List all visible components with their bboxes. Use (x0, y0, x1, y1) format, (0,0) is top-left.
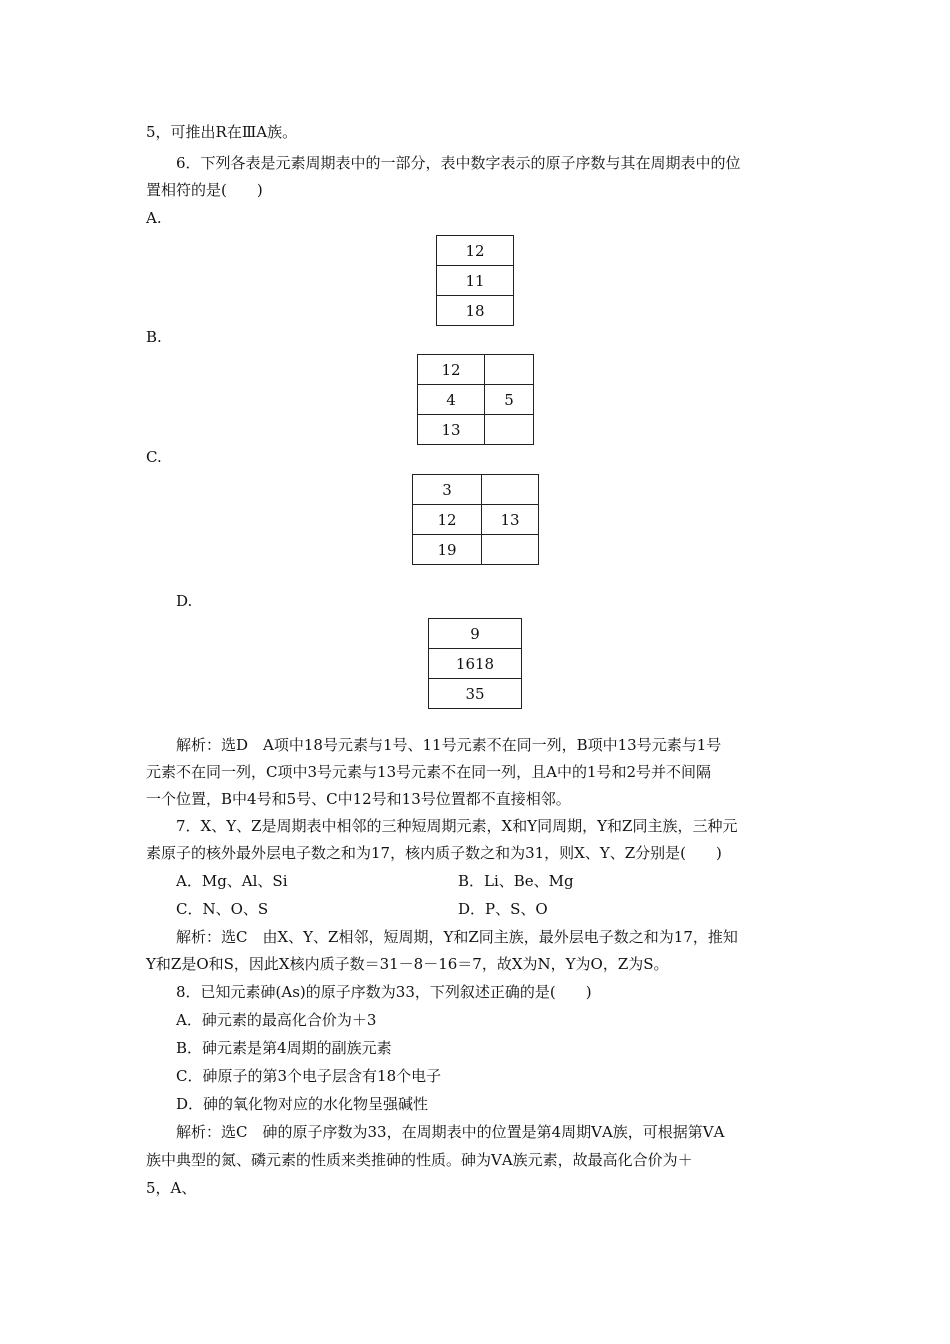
cell: 18 (437, 296, 514, 326)
cell: 9 (429, 619, 522, 649)
q8-analysis-line-1: 解析：选C 砷的原子序数为33，在周期表中的位置是第4周期ⅤA族，可根据第ⅤA (176, 1123, 725, 1141)
q6-option-a-label: A. (146, 209, 162, 227)
q7-option-a: A．Mg、Al、Si (176, 872, 288, 890)
q7-stem-line-2: 素原子的核外最外层电子数之和为17，核内质子数之和为31，则X、Y、Z分别是( ) (146, 844, 722, 862)
q7-option-b: B．Li、Be、Mg (458, 872, 574, 890)
cell: 11 (437, 266, 514, 296)
q6-analysis-line-3: 一个位置，B中4号和5号、C中12号和13号位置都不直接相邻。 (146, 790, 571, 808)
cell: 5 (485, 385, 534, 415)
q8-analysis-line-2: 族中典型的氮、磷元素的性质来类推砷的性质。砷为ⅤA族元素，故最高化合价为＋ (146, 1151, 693, 1169)
q6-option-d-label: D. (176, 592, 193, 610)
q7-analysis-line-2: Y和Z是O和S，因此X核内质子数＝31－8－16＝7，故X为N，Y为O，Z为S。 (146, 955, 669, 973)
cell (485, 355, 534, 385)
q8-option-c: C．砷原子的第3个电子层含有18个电子 (176, 1067, 442, 1085)
cell: 12 (418, 355, 485, 385)
cell (482, 475, 539, 505)
q7-option-d: D．P、S、O (458, 900, 548, 918)
q6-analysis-line-2: 元素不在同一列，C项中3号元素与13号元素不在同一列，且A中的1号和2号并不间隔 (146, 763, 712, 781)
cell: 19 (413, 535, 482, 565)
cell: 4 (418, 385, 485, 415)
cell: 3 (413, 475, 482, 505)
q8-stem: 8．已知元素砷(As)的原子序数为33，下列叙述正确的是( ) (176, 983, 592, 1001)
cell: 13 (482, 505, 539, 535)
q8-option-a: A．砷元素的最高化合价为＋3 (176, 1011, 377, 1029)
q7-analysis-line-1: 解析：选C 由X、Y、Z相邻，短周期，Y和Z同主族，最外层电子数之和为17，推知 (176, 928, 738, 946)
q7-option-c: C．N、O、S (176, 900, 269, 918)
q8-option-b: B．砷元素是第4周期的副族元素 (176, 1039, 392, 1057)
q6-option-a-table (436, 235, 514, 326)
cell: 35 (429, 679, 522, 709)
cell: 13 (418, 415, 485, 445)
q8-analysis-line-3: 5，A、 (146, 1179, 197, 1197)
intro-line: 5，可推出R在ⅢA族。 (146, 123, 298, 141)
q6-stem-line-2: 置相符的是( ) (146, 181, 263, 199)
cell: 1618 (429, 649, 522, 679)
cell: 12 (437, 236, 514, 266)
cell: 12 (413, 505, 482, 535)
q6-option-b-table (417, 354, 534, 445)
q6-option-d-table (428, 618, 522, 709)
cell (485, 415, 534, 445)
q6-analysis-line-1: 解析：选D A项中18号元素与1号、11号元素不在同一列，B项中13号元素与1号 (176, 736, 722, 754)
q6-option-b-label: B. (146, 328, 162, 346)
q8-option-d: D．砷的氧化物对应的水化物呈强碱性 (176, 1095, 429, 1113)
cell (482, 535, 539, 565)
q6-option-c-table (412, 474, 539, 565)
q6-option-c-label: C. (146, 448, 162, 466)
q7-stem-line-1: 7．X、Y、Z是周期表中相邻的三种短周期元素，X和Y同周期，Y和Z同主族，三种元 (176, 817, 738, 835)
q6-stem-line-1: 6．下列各表是元素周期表中的一部分，表中数字表示的原子序数与其在周期表中的位 (176, 154, 741, 172)
